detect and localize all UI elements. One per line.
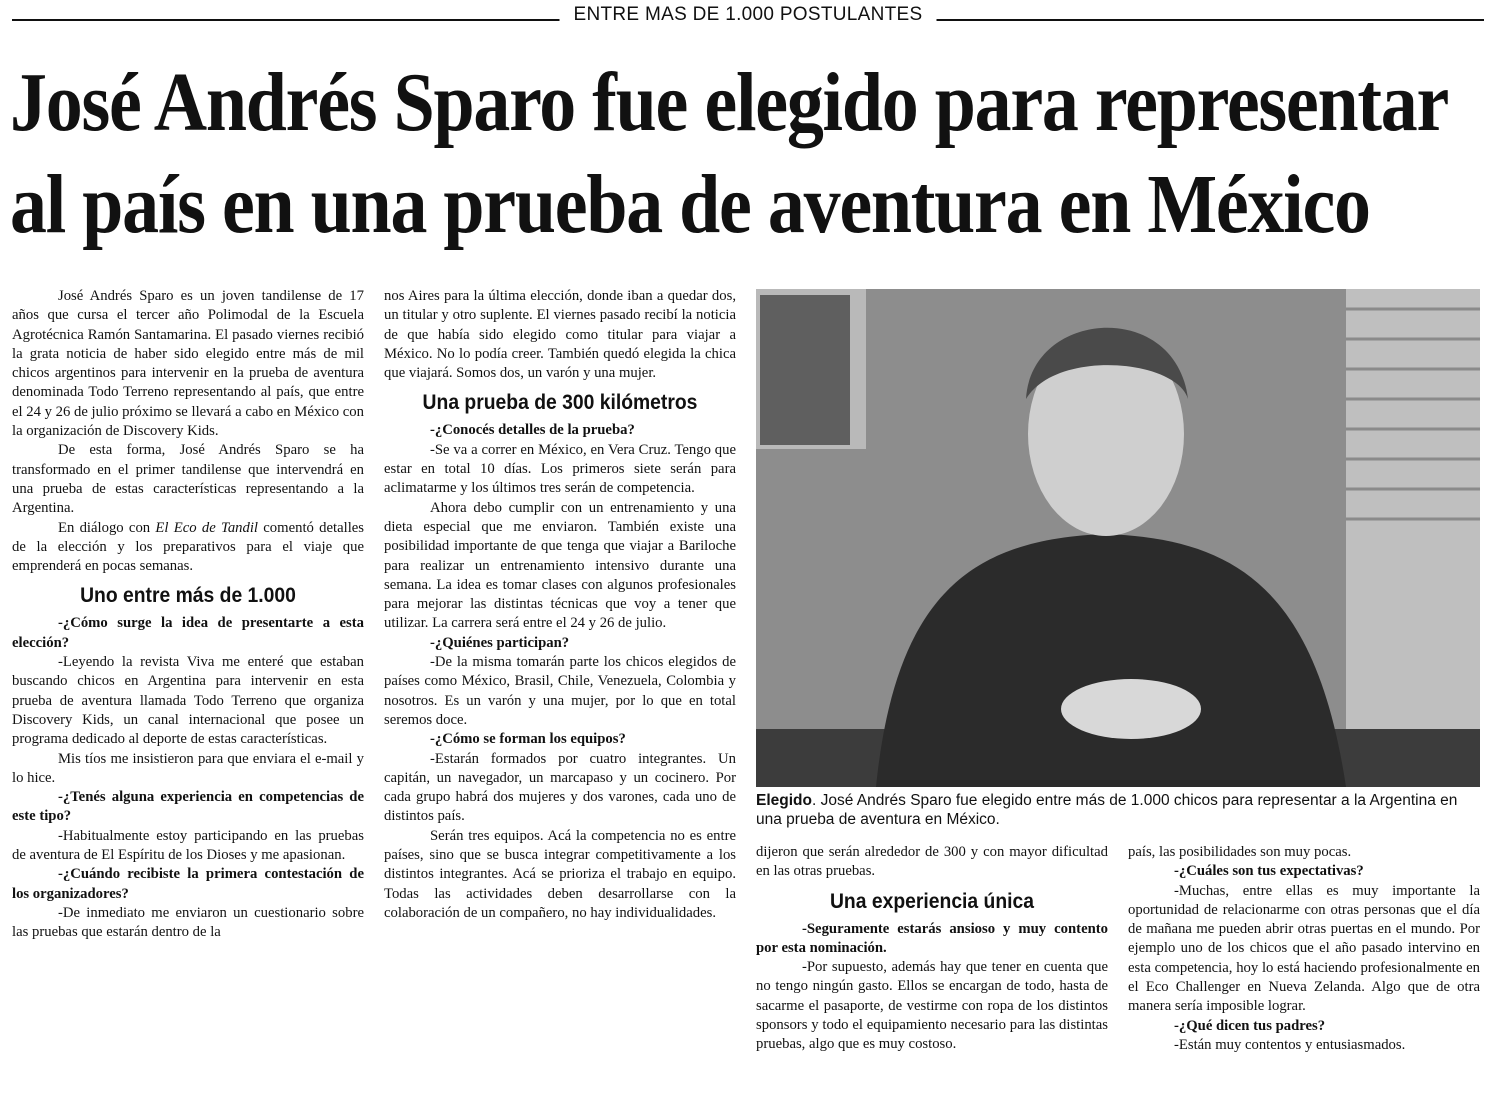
newspaper-name: El Eco de Tandil (155, 519, 259, 536)
question: -¿Conocés detalles de la prueba? (430, 422, 635, 439)
question: -¿Tenés alguna experiencia en competencias de este tipo? (12, 789, 364, 825)
question: -¿Qué dicen tus padres? (1174, 1017, 1326, 1034)
answer: -Estarán formados por cuatro integrantes. Un capitán, un navegador, un marcapaso y un cocinero. Por cada grupo habrá dos mujeres y dos varones, cada uno de distintos país. (384, 750, 736, 825)
kicker-text: ENTRE MAS DE 1.000 POSTULANTES (560, 4, 937, 26)
portrait-photo (756, 289, 1480, 787)
paragraph: José Andrés Sparo es un joven tandilense de 17 años que cursa el tercer año Polimodal de la Escuela Agrotécnica Ramón Santamarina. El pasado viernes recibió la grata noticia de haber sido elegido entre más de mil chicos argentinos para intervenir en la prueba de aventura denominada Todo Terreno representando al país, que entre el 24 y 26 de julio próximo se llevará a cabo en México con la organización de Discovery Kids. (12, 288, 364, 440)
column-2 (384, 287, 736, 923)
paragraph: dijeron que serán alrededor de 300 y con mayor dificultad en las otras pruebas. (756, 844, 1108, 880)
question: -Seguramente estarás ansioso y muy contento por esta nominación. (756, 920, 1108, 956)
kicker-bar (12, 0, 1484, 38)
column-3 (756, 843, 1108, 1055)
subheading: Uno entre más de 1.000 (80, 584, 296, 608)
answer: -De inmediato me enviaron un cuestionario sobre las pruebas que estarán dentro de la (12, 904, 364, 941)
answer: -De la misma tomarán parte los chicos elegidos de países como México, Brasil, Chile, Venezuela, Colombia y nosotros. Es un varón y una mujer, por lo que en total seremos doce. (384, 654, 736, 728)
paragraph: De esta forma, José Andrés Sparo se ha transformado en el primer tandilense que intervendrá en una prueba de estas características representando a la Argentina. (12, 442, 364, 517)
answer: Mis tíos me insistieron para que enviara el e-mail y lo hice. (12, 750, 364, 786)
answer: Serán tres equipos. Acá la competencia no es entre países, sino que se busca integrar competitivamente a los distintos integrantes. Acá se prioriza el trabajo en equipo. Todas las actividades deben desarrollarse con la colaboración de un compañero, no hay individualidades. (384, 827, 736, 921)
text-run: comentó detalles de la elección y los preparativos para el viaje que emprenderá en pocas semanas. (12, 519, 365, 575)
paragraph: país, las posibilidades son muy pocas. (1128, 844, 1352, 860)
caption-label: Elegido (756, 792, 812, 809)
question: -¿Quiénes participan? (430, 634, 570, 651)
caption-text: . José Andrés Sparo fue elegido entre más de 1.000 chicos para representar a la Argentina en una prueba de aventura en México. (756, 792, 1458, 828)
paragraph (12, 519, 364, 577)
answer: -Están muy contentos y entusiasmados. (1174, 1036, 1406, 1053)
subheading: Una prueba de 300 kilómetros (422, 391, 698, 415)
answer: -Por supuesto, además hay que tener en cuenta que no tengo ningún gasto. Ellos se encargan de todo, hasta de sacarme el pasaporte, de vestirme con ropa de los distintos sponsors y todo el equipamiento necesario para las distintas pruebas, algo que es muy costoso. (756, 959, 1108, 1053)
headline (10, 52, 1449, 256)
text-run: En diálogo con (58, 519, 156, 536)
question: -¿Cuándo recibiste la primera contestación de los organizadores? (12, 866, 364, 902)
portrait-illustration (756, 289, 1480, 787)
question: -¿Cómo se forman los equipos? (430, 731, 626, 748)
answer: -Leyendo la revista Viva me enteré que estaban buscando chicos en Argentina para intervenir en esta prueba de aventura llamada Todo Terreno que organiza Discovery Kids, un canal internacional que posee un programa dedicado al deporte de estas características. (12, 654, 364, 748)
subheading: Una experiencia única (829, 889, 1035, 913)
question: -¿Cómo surge la idea de presentarte a esta elección? (12, 615, 364, 651)
answer: Ahora debo cumplir con un entrenamiento y una dieta especial que me enviaron. También existe una posibilidad importante de que tenga que viajar a Bariloche para realizar un entrenamiento intensivo durante una semana. La idea es tomar clases con algunos profesionales para mejorar las distintas técnicas que voy a tener que utilizar. La carrera será entre el 24 y 26 de julio. (384, 499, 736, 632)
answer: -Muchas, entre ellas es muy importante la oportunidad de relacionarme con otras personas que el día de mañana me pueden abrir otras puertas en el mundo. Por ejemplo uno de los chicos que el año pasado intervino en esta competencia, hoy lo está haciendo profesionalmente en el Eco Challenger en Nueva Zelanda. Algo que de otra manera sería imposible lograr. (1128, 882, 1480, 1015)
headline-line-2: al país en una prueba de aventura en México (10, 158, 1370, 251)
answer: -Se va a correr en México, en Vera Cruz. Tengo que estar en total 10 días. Los primeros siete serán para aclimatarme y los últimos tres serán de competencia. (384, 441, 736, 497)
headline-line-1: José Andrés Sparo fue elegido para representar (10, 56, 1449, 149)
photo-caption (756, 791, 1480, 829)
column-1 (12, 287, 364, 943)
question: -¿Cuáles son tus expectativas? (1174, 863, 1364, 880)
answer: -Habitualmente estoy participando en las pruebas de aventura de El Espíritu de los Dioses y me apasionan. (12, 827, 364, 864)
paragraph: nos Aires para la última elección, donde iban a quedar dos, un titular y otro suplente. El viernes pasado recibí la noticia de que había sido elegido como titular para viajar a México. No lo podía creer. También quedó elegida la chica que viajará. Somos dos, un varón y una mujer. (384, 288, 736, 382)
column-4 (1128, 843, 1480, 1055)
